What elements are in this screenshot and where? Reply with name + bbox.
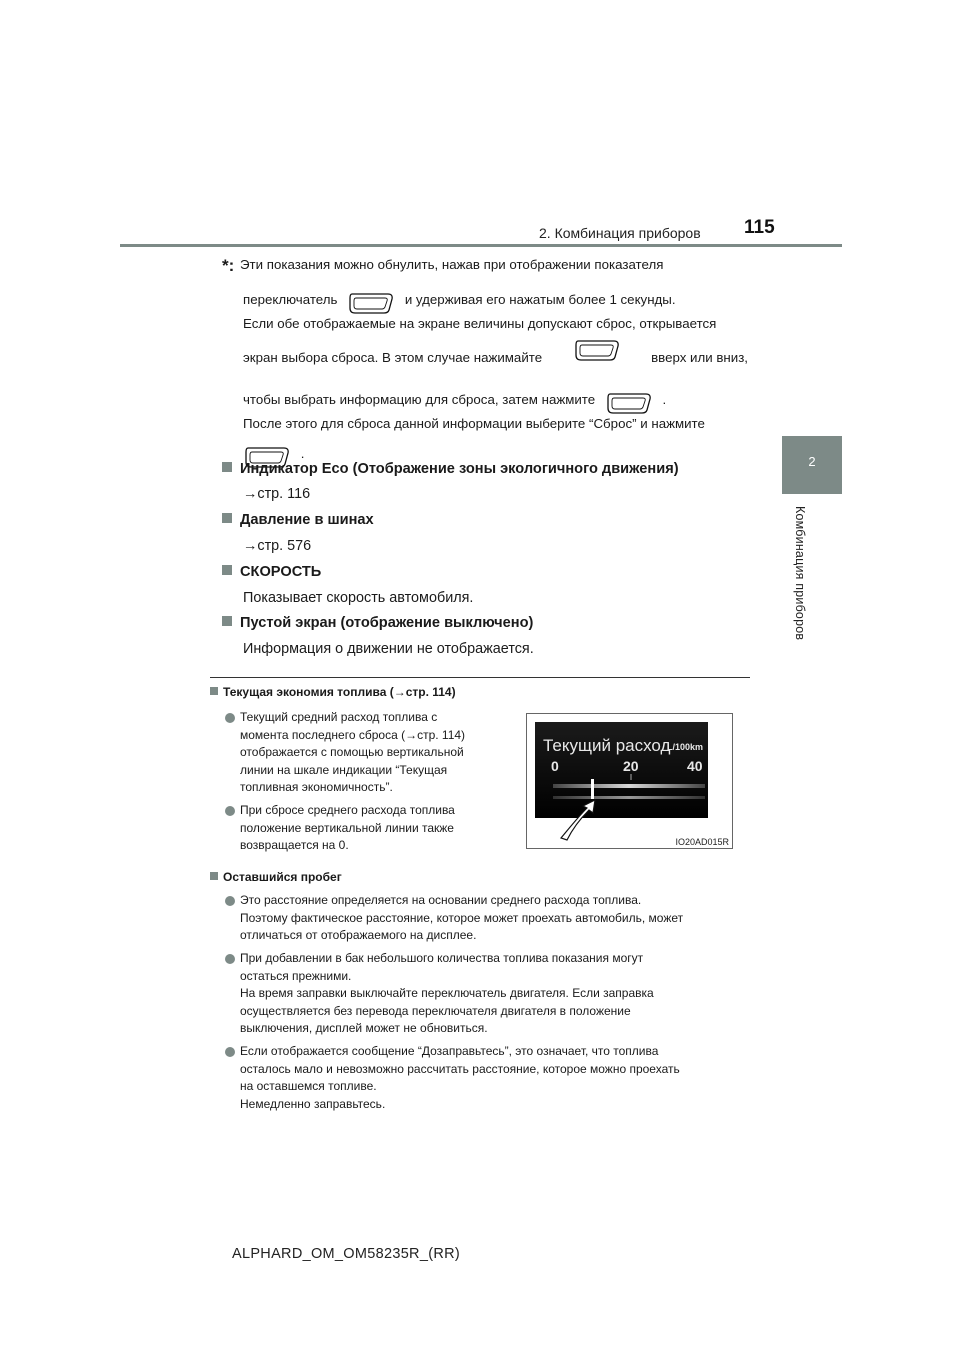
- meter-switch-icon: [573, 335, 621, 359]
- footnote-line-7: .: [222, 431, 748, 477]
- section-heading-blank: Пустой экран (отображение выключено): [222, 615, 533, 631]
- meter-switch-icon: [347, 288, 395, 312]
- note-heading-range: Оставшийся пробег: [210, 870, 342, 884]
- scale-bar-lower: [553, 796, 705, 799]
- square-bullet-icon: [210, 872, 218, 880]
- footnote-line-4: экран выбора сброса. В этом случае нажимайте вверх или вниз,: [222, 335, 748, 381]
- separator-rule: [210, 677, 750, 678]
- footnote-block: [222, 254, 748, 477]
- header-section-title: 2. Комбинация приборов: [539, 225, 701, 241]
- note-fuel-bullet-1: Текущий средний расход топлива с момента последнего сброса (→стр. 114) отображается с помощью вертикальной линии на шкале индикации “Текущая топливная экономичность”.: [225, 709, 514, 797]
- note-range-bullet-3: Если отображается сообщение “Дозаправьтесь”, это означает, что топлива осталось мало и невозможно рассчитать расстояние, которое можно проехать на оставшемся топливе. Немедленно заправьтесь.: [225, 1043, 751, 1113]
- average-marker-line: [591, 779, 594, 799]
- section-heading-tire: Давление в шинах: [222, 512, 374, 528]
- round-bullet-icon: [225, 954, 235, 964]
- scale-bar: [553, 784, 705, 788]
- square-bullet-icon: [222, 565, 232, 575]
- footnote-line-2: переключатель и удерживая его нажатым более 1 секунды.: [222, 277, 748, 323]
- footnote-line-3: Если обе отображаемые на экране величины допускают сброс, открывается: [243, 316, 717, 331]
- round-bullet-icon: [225, 1047, 235, 1057]
- note-fuel-bullet-2: При сбросе среднего расхода топлива положение вертикальной линии также возвращается на 0.: [225, 802, 514, 855]
- round-bullet-icon: [225, 713, 235, 723]
- scale-label-40: 40: [687, 758, 703, 774]
- figure-code: IO20AD015R: [675, 837, 729, 847]
- page-number: 115: [744, 217, 775, 238]
- document-footer: ALPHARD_OM_OM58235R_(RR): [232, 1246, 460, 1262]
- section-text-speed: Показывает скорость автомобиля.: [243, 590, 474, 606]
- scale-label-20: 20: [623, 758, 639, 774]
- footnote-line-6: После этого для сброса данной информации выберите “Сброс” и нажмите: [243, 416, 705, 431]
- fuel-economy-display-figure: [526, 713, 733, 849]
- display-illustration: [527, 714, 732, 848]
- square-bullet-icon: [222, 513, 232, 523]
- round-bullet-icon: [225, 806, 235, 816]
- round-bullet-icon: [225, 896, 235, 906]
- meter-switch-icon: [605, 388, 653, 412]
- display-title: Текущий расход: [543, 736, 671, 755]
- note-range-bullet-1: Это расстояние определяется на основании среднего расхода топлива. Поэтому фактическое расстояние, которое может проехать автомобиль, может отличаться от отображаемого на дисплее.: [225, 892, 751, 945]
- square-bullet-icon: [222, 462, 232, 472]
- section-heading-speed: СКОРОСТЬ: [222, 564, 321, 580]
- header-rule: [120, 244, 842, 247]
- scale-label-0: 0: [551, 758, 559, 774]
- chapter-title-vertical: Комбинация приборов: [793, 506, 807, 641]
- section-heading-eco: Индикатор Eco (Отображение зоны экологичного движения): [222, 461, 679, 477]
- section-text-eco: →стр. 116: [243, 486, 311, 502]
- note-range-bullet-2: При добавлении в бак небольшого количества топлива показания могут остаться прежними. На время заправки выключайте переключатель двигателя. Если заправка осуществляется без перевода переключателя двигателя в положение выключения, дисплей может не обновиться.: [225, 950, 751, 1038]
- footnote-line-5: чтобы выбрать информацию для сброса, затем нажмите .: [222, 377, 748, 423]
- footnote-line-1: *: Эти показания можно обнулить, нажав при отображении показателя: [222, 256, 664, 275]
- square-bullet-icon: [210, 687, 218, 695]
- note-heading-fuel: Текущая экономия топлива (→стр. 114): [210, 685, 456, 699]
- section-text-tire: →стр. 576: [243, 538, 312, 554]
- square-bullet-icon: [222, 616, 232, 626]
- footnote-marker: *:: [222, 256, 235, 275]
- display-unit: L/100km: [667, 742, 704, 752]
- section-text-blank: Информация о движении не отображается.: [243, 641, 534, 657]
- chapter-tab: 2: [782, 436, 842, 494]
